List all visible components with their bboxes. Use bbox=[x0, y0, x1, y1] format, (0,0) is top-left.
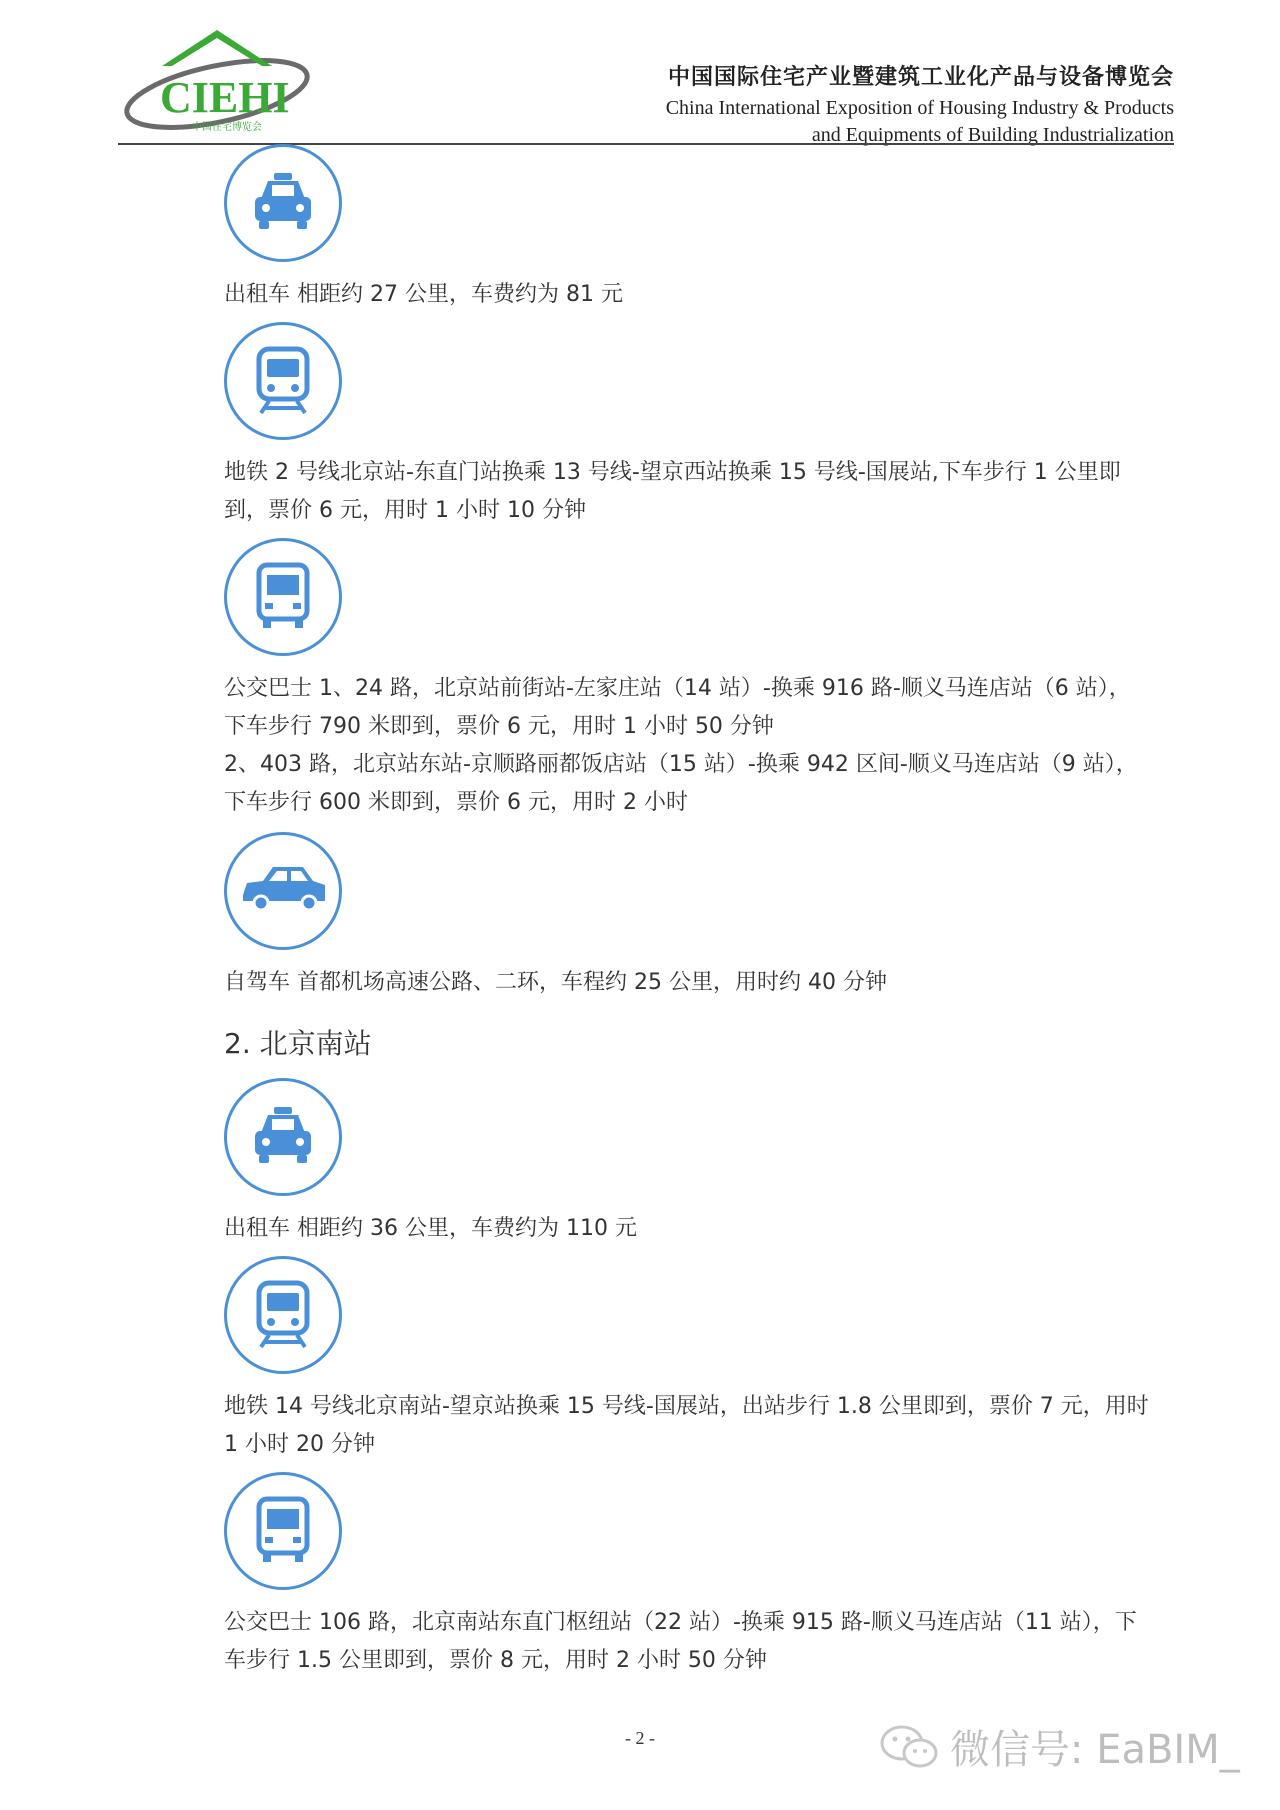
header-title-en-line2: and Equipments of Building Industrialization bbox=[811, 124, 1174, 146]
subway-icon bbox=[224, 1256, 342, 1374]
transport-entry-bus bbox=[224, 538, 1174, 822]
entry-text-line: 1 小时 20 分钟 bbox=[224, 1432, 375, 1457]
header-text bbox=[666, 60, 1174, 149]
bus-icon bbox=[224, 1472, 342, 1590]
entry-text-line: 地铁 2 号线北京站-东直门站换乘 13 号线-望京西站换乘 15 号线-国展站,下车步行 1 公里即 bbox=[224, 460, 1121, 485]
transport-entry-taxi bbox=[224, 144, 1174, 314]
entry-text-line: 公交巴士 1、24 路，北京站前街站-左家庄站（14 站）-换乘 916 路-顺义马连店站（6 站）， bbox=[224, 676, 1131, 701]
bus-icon bbox=[224, 538, 342, 656]
header-title-cn: 中国国际住宅产业暨建筑工业化产品与设备博览会 bbox=[667, 65, 1174, 90]
transport-entry-bus bbox=[224, 1472, 1174, 1680]
entry-text-line: 下车步行 790 米即到，票价 6 元，用时 1 小时 50 分钟 bbox=[224, 714, 774, 739]
wechat-watermark bbox=[880, 1718, 1240, 1775]
entry-text-line: 2、403 路，北京站东站-京顺路丽都饭店站（15 站）-换乘 942 区间-顺义马连店站（9 站）， bbox=[224, 752, 1138, 777]
section-title: 2. 北京南站 bbox=[224, 1027, 372, 1060]
page-number: - 2 - bbox=[625, 1728, 655, 1748]
transport-entry-subway bbox=[224, 1256, 1174, 1464]
watermark-text: 微信号: EaBIM_ bbox=[950, 1727, 1240, 1773]
header-title-en-line1: China International Exposition of Housing Industry & Products bbox=[665, 97, 1174, 119]
entry-text-line: 自驾车 首都机场高速公路、二环，车程约 25 公里，用时约 40 分钟 bbox=[224, 970, 887, 995]
wechat-icon bbox=[880, 1723, 940, 1771]
subway-icon bbox=[224, 322, 342, 440]
entry-text-line: 地铁 14 号线北京南站-望京站换乘 15 号线-国展站，出站步行 1.8 公里即到，票价 7 元，用时 bbox=[224, 1394, 1149, 1419]
entry-text-line: 到，票价 6 元，用时 1 小时 10 分钟 bbox=[224, 498, 586, 523]
taxi-icon bbox=[224, 144, 342, 262]
svg-text:CIEHI: CIEHI bbox=[160, 73, 290, 122]
transport-entry-car bbox=[224, 832, 1174, 1002]
entry-text-line: 出租车 相距约 36 公里，车费约为 110 元 bbox=[224, 1216, 637, 1241]
ciehi-logo bbox=[122, 26, 322, 136]
taxi-icon bbox=[224, 1078, 342, 1196]
entry-text-line: 车步行 1.5 公里即到，票价 8 元，用时 2 小时 50 分钟 bbox=[224, 1648, 767, 1673]
transport-entry-subway bbox=[224, 322, 1174, 530]
svg-text:中国住宅博览会: 中国住宅博览会 bbox=[192, 122, 262, 133]
transport-entry-taxi bbox=[224, 1078, 1174, 1248]
entry-text-line: 公交巴士 106 路，北京南站东直门枢纽站（22 站）-换乘 915 路-顺义马连店站（11 站），下 bbox=[224, 1610, 1137, 1635]
entry-text-line: 下车步行 600 米即到，票价 6 元，用时 2 小时 bbox=[224, 790, 688, 815]
entry-text-line: 出租车 相距约 27 公里，车费约为 81 元 bbox=[224, 282, 623, 307]
car-icon bbox=[224, 832, 342, 950]
